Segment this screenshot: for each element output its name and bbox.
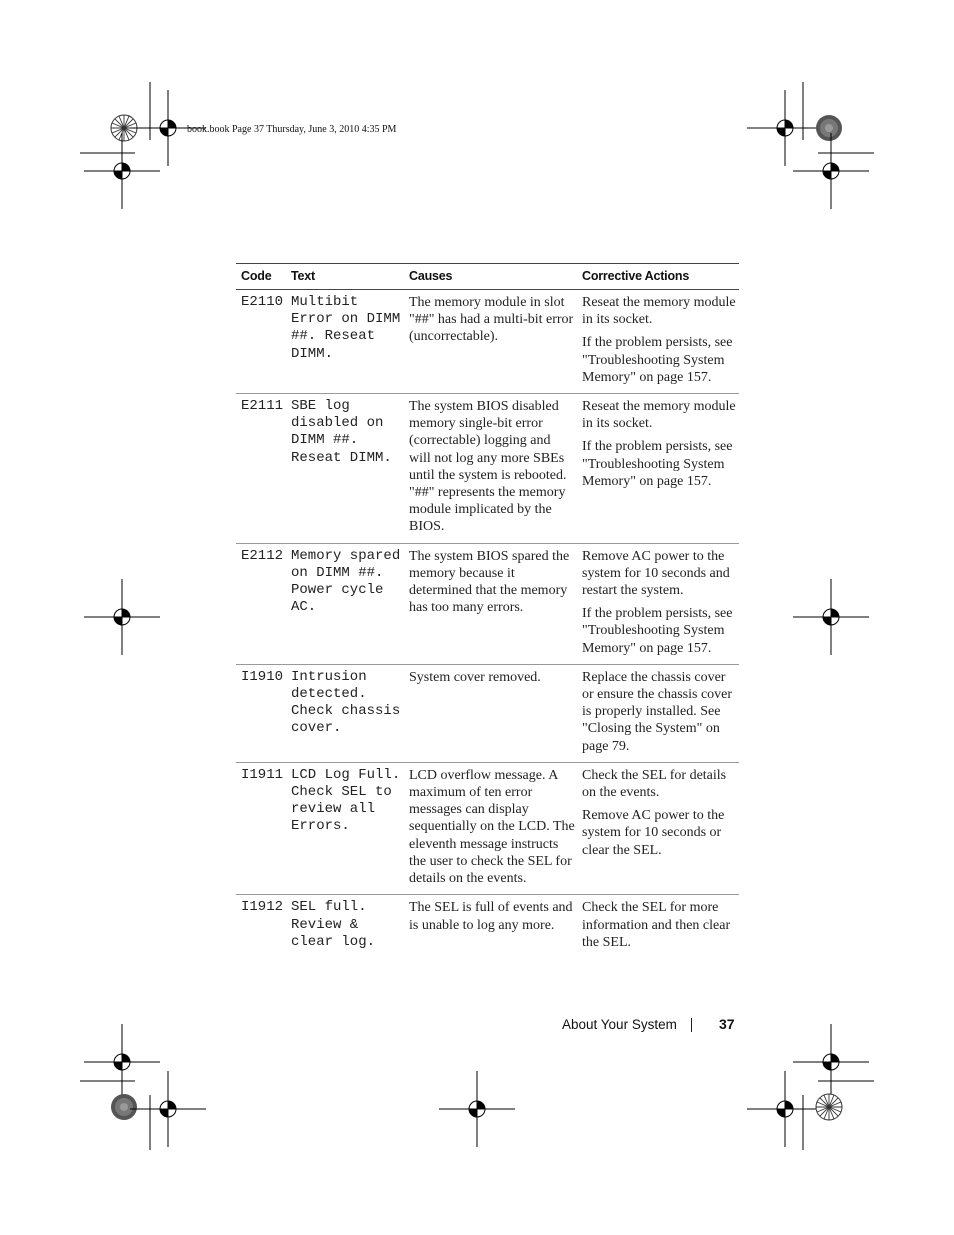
registration-cross-icon [793, 1024, 869, 1100]
registration-cross-icon [747, 1071, 823, 1147]
table-row [236, 664, 739, 762]
registration-cross-icon [747, 90, 823, 166]
error-text: SEL full. Review & clear log. [291, 899, 376, 950]
header-causes: Causes [409, 269, 453, 283]
page-footer [560, 1015, 740, 1035]
action-paragraph: If the problem persists, see "Troubleshooting System Memory" on page 157. [582, 606, 733, 656]
table-row [236, 290, 739, 394]
action-paragraph: Check the SEL for more information and then clear the SEL. [582, 900, 731, 950]
error-code: E2111 [241, 398, 284, 415]
registration-star-icon [816, 1094, 842, 1120]
registration-cross-icon [439, 1071, 515, 1147]
action-paragraph: If the problem persists, see "Troubleshooting System Memory" on page 157. [582, 335, 733, 385]
corrective-actions [577, 762, 739, 894]
table-header-row [236, 264, 739, 290]
error-text: Intrusion detected. Check chassis cover. [291, 668, 401, 737]
action-paragraph: Remove AC power to the system for 10 seconds and restart the system. [582, 548, 730, 599]
action-paragraph: Reseat the memory module in its socket. [582, 295, 736, 328]
page-number: 37 [719, 1016, 735, 1032]
header-text: Text [291, 269, 315, 283]
error-causes: The system BIOS disabled memory single-bit error (correctable) logging and will not log any more SBEs until the system is rebooted. "##" represents the memory module implicated by the BIOS. [409, 399, 567, 535]
error-messages-table [236, 263, 739, 958]
error-causes: The memory module in slot "##" has had a multi-bit error (uncorrectable). [409, 295, 574, 345]
registration-cross-icon [84, 133, 160, 209]
header-code: Code [241, 269, 272, 283]
error-code: I1911 [241, 766, 284, 783]
registration-dot-icon [816, 115, 842, 141]
error-causes: LCD overflow message. A maximum of ten error messages can display sequentially on the LCD. The eleventh message instructs the user to check the SEL for details on the events. [409, 767, 575, 887]
error-text: Multibit Error on DIMM ##. Reseat DIMM. [291, 294, 401, 362]
error-causes: System cover removed. [409, 669, 541, 685]
registration-cross-icon [84, 1024, 160, 1100]
error-causes: The system BIOS spared the memory because it determined that the memory has too many errors. [409, 548, 570, 616]
footer-divider [691, 1018, 692, 1032]
registration-dot-icon [111, 1094, 137, 1120]
error-code: E2110 [241, 294, 284, 310]
error-code: E2112 [241, 547, 284, 564]
table-row [236, 543, 739, 664]
action-paragraph: Reseat the memory module in its socket. [582, 399, 736, 432]
table-row [236, 895, 739, 958]
table-row [236, 394, 739, 544]
header-corrective-actions: Corrective Actions [582, 269, 690, 283]
error-code: I1912 [241, 899, 284, 916]
error-text: LCD Log Full. Check SEL to review all Errors. [291, 766, 401, 835]
corrective-actions [577, 664, 739, 762]
footer-section-title: About Your System [562, 1017, 677, 1032]
corrective-actions [577, 394, 739, 544]
registration-cross-icon [130, 1071, 206, 1147]
corrective-actions [577, 895, 739, 958]
registration-cross-icon [793, 133, 869, 209]
corrective-actions [577, 543, 739, 664]
table-row [236, 762, 739, 894]
error-code: I1910 [241, 668, 284, 685]
corrective-actions [577, 290, 739, 394]
action-paragraph: If the problem persists, see "Troubleshooting System Memory" on page 157. [582, 439, 733, 489]
error-text: SBE log disabled on DIMM ##. Reseat DIMM. [291, 398, 392, 466]
action-paragraph: Remove AC power to the system for 10 seconds or clear the SEL. [582, 808, 725, 858]
action-paragraph: Replace the chassis cover or ensure the chassis cover is properly installed. See "Closing the System" on page 79. [582, 669, 733, 754]
registration-cross-icon [84, 579, 160, 655]
action-paragraph: Check the SEL for details on the events. [582, 767, 727, 801]
error-causes: The SEL is full of events and is unable to log any more. [409, 900, 573, 933]
error-text: Memory spared on DIMM ##. Power cycle AC. [291, 547, 401, 616]
registration-cross-icon [793, 579, 869, 655]
print-header: book.book Page 37 Thursday, June 3, 2010 4:35 PM [187, 124, 397, 135]
